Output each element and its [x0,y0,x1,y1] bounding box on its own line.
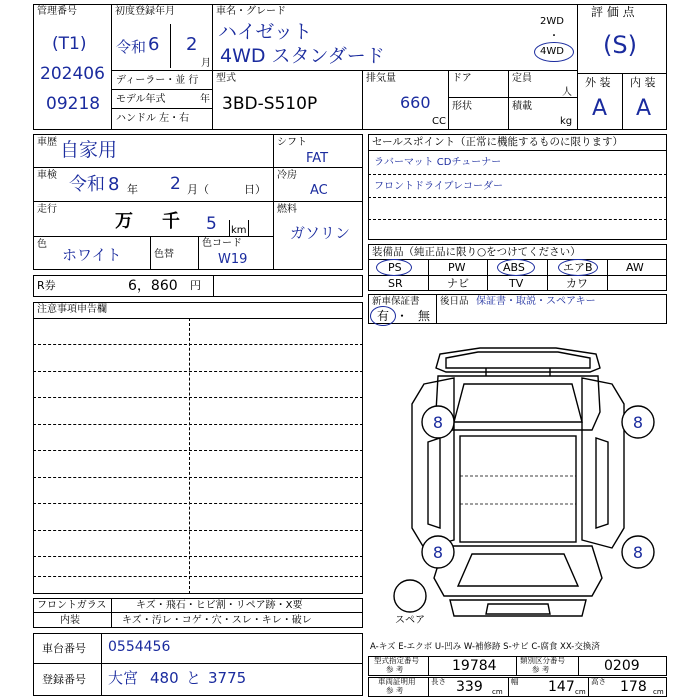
docs-value: 保証書・取説・スペアキー [476,296,596,307]
opt-2wd: 2WD [540,16,564,27]
tire-rear-right-value: 8 [632,413,644,432]
designation-value: 19784 [452,658,497,674]
int-label: 内 装 [630,76,656,89]
designation-label: 型式指定番号 [374,656,419,665]
diagram-left-side [412,378,454,548]
equip-aw: AW [626,261,644,274]
warranty-label: 新車保証書 [372,296,420,307]
damage-legend: A-キズ E-エクボ U-凹み W-補修跡 S-サビ C-腐食 XX-交換済 [370,642,600,652]
category-label: 類別区分番号 [520,656,565,665]
score-label: 評 価 点 [591,5,635,19]
ext-label: 外 装 [585,76,611,89]
circle-abs-mark [497,259,535,276]
designation-sub: 参 考 [386,665,404,674]
tire-front-left-value: 8 [432,543,444,562]
mileage-value: 5 [206,214,217,234]
sales-point-1: ラバーマット CDチューナー [374,157,502,168]
equip-abs: ABS [503,261,525,274]
mgmt-num2: 09218 [46,94,101,114]
height-label: 高さ [591,677,606,686]
recycle-unit: 円 [190,279,201,292]
disp-unit: CC [432,116,446,127]
cap-unit: 人 [562,87,572,98]
reg-month: 2 [186,34,198,55]
int-score: A [636,96,652,121]
diagram-right-side [582,378,624,548]
warranty-dot: ・ [396,309,409,323]
inspection-month-unit: 月（ [187,183,209,196]
shift-label: シフト [277,137,307,148]
tire-spare [394,580,426,612]
color-code-label: 色コード [202,238,242,249]
mgmt-num1: 202406 [40,64,105,84]
length-label: 長さ [431,677,446,686]
plate-kana: と [186,669,202,687]
category-sub: 参 考 [532,665,550,674]
ext-score: A [592,96,608,121]
mgmt-code: (T1) [52,34,87,54]
load-unit: kg [560,116,573,127]
plate-label: 登録番号 [42,673,86,686]
interior-label: 内装 [60,615,80,626]
color-code-value: W19 [218,252,248,267]
chassis-value: 0554456 [108,639,171,655]
model-year-unit: 年 [200,94,210,105]
color-label: 色 [37,239,47,250]
docs-label: 後日品 [440,296,469,307]
equipment-label: 装備品（純正品に限り○をつけてください） [372,246,581,258]
cert-label: 車両証明用 [378,677,416,686]
fuel-value: ガソリン [290,224,351,242]
door-label: ドア [452,73,472,84]
mileage-man: 万 [115,211,133,232]
notes-label: 注意事項申告欄 [37,304,107,315]
plate-number: 3775 [208,669,247,687]
width-value: 147 [548,679,575,695]
disp-label: 排気量 [366,73,396,84]
opt-4wd: 4WD [540,46,564,57]
inspection-day-unit: 日） [244,183,266,196]
history-value: 自家用 [60,139,118,161]
history-label: 車歴 [37,137,57,148]
shift-value: FAT [306,151,329,166]
equip-pw: PW [448,261,466,274]
color-change-label: 色替 [154,249,174,260]
load-label: 積載 [512,101,532,112]
spare-label: スペア [395,615,425,626]
reg-month-unit: 月 [201,58,211,69]
fuel-label: 燃料 [277,204,297,215]
width-label: 幅 [511,677,519,686]
shape-label: 形状 [452,101,472,112]
warranty-no: 無 [418,309,431,323]
inspection-year: 8 [108,174,120,195]
equip-leather: カワ [566,277,588,290]
car-name-line1: ハイゼット [218,21,313,43]
recycle-label: R券 [37,279,56,292]
circle-4wd-mark [534,42,574,62]
reg-year: 6 [148,34,160,55]
mileage-unit: km [231,225,247,236]
reg-era: 令和 [116,38,147,56]
recycle-value: 6，860 [128,278,178,294]
height-value: 178 [620,679,647,695]
sales-point-2: フロントドライブレコーダー [374,181,503,192]
circle-airbag-mark [558,259,598,276]
chassis-label: 車台番号 [42,642,86,655]
car-name-label: 車名・グレード [216,6,286,17]
mileage-label: 走行 [37,204,57,215]
circle-ps-mark [376,259,412,276]
opt-dot: ・ [549,31,559,42]
category-value: 0209 [604,658,640,674]
dealer-label: ディーラー・並 行 [116,75,199,86]
length-unit: cm [492,688,503,696]
cert-sub: 参 考 [386,686,404,695]
sales-points-label: セールスポイント（正常に機能するものに限ります） [372,136,624,148]
tire-rear-left-value: 8 [432,413,444,432]
inspection-label: 車検 [37,170,57,181]
circle-yes-mark [370,306,396,326]
plate-class: 480 [150,669,179,687]
inspection-month: 2 [170,174,181,194]
height-unit: cm [653,688,664,696]
model-label: 型式 [216,73,236,84]
car-diagram [368,328,668,628]
model-value: 3BD-S510P [222,94,318,114]
glass-label: フロントガラス [37,600,107,611]
inspection-era: 令和 [69,174,105,195]
length-value: 339 [456,679,483,695]
cap-label: 定員 [512,73,532,84]
aircon-value: AC [310,183,328,198]
score-value: (S) [603,31,637,59]
handle-label: ハンドル 左・右 [116,113,190,124]
car-name-line2: 4WD スタンダード [220,45,385,67]
diagram-roof [460,436,576,542]
disp-value: 660 [400,93,431,112]
equip-navi: ナビ [447,277,469,290]
inspection-year-unit: 年 [127,183,138,196]
interior-text: キズ・汚レ・コゲ・穴・スレ・キレ・破レ [122,615,312,626]
equip-airbag: エアB [563,261,593,274]
tire-front-right-value: 8 [632,543,644,562]
reg-date-label: 初度登録年月 [115,6,175,17]
equip-ps: PS [388,261,402,274]
notes-frame [33,302,363,594]
top-frame [33,4,667,130]
model-year-label: モデル年式 [116,94,166,105]
color-value: ホワイト [62,246,122,264]
plate-region: 大宮 [108,669,139,687]
mileage-sen: 千 [162,211,180,232]
equip-tv: TV [509,277,524,290]
glass-text: キズ・飛石・ヒビ割・リペア跡・X要 [136,600,303,611]
warranty-yes: 有 [377,309,390,323]
width-unit: cm [575,688,586,696]
mgmt-label: 管理番号 [37,6,77,17]
equip-sr: SR [388,277,403,290]
aircon-label: 冷房 [277,170,297,181]
